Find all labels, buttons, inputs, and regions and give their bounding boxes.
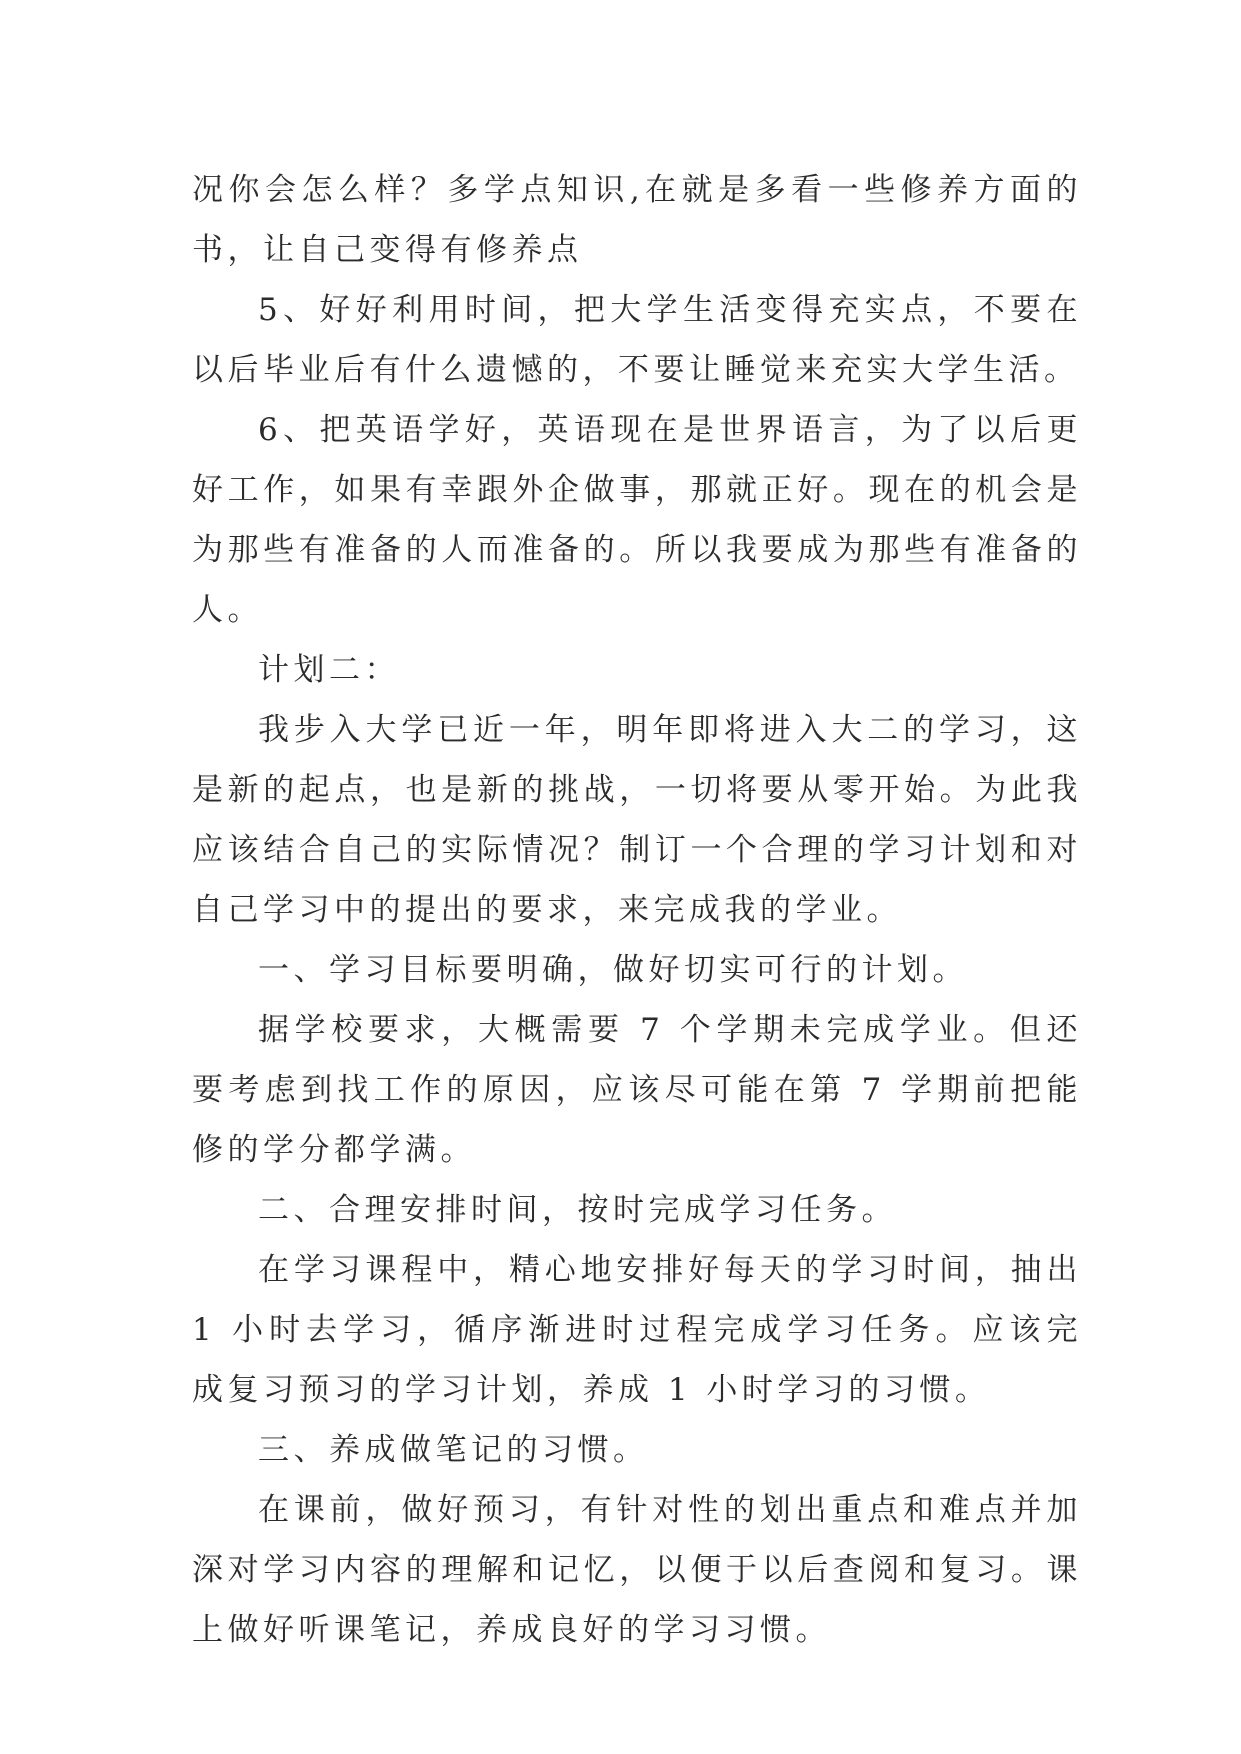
paragraph-7: 据学校要求，大概需要 7 个学期未完成学业。但还要考虑到找工作的原因，应该尽可能在第 7 学期前把能修的学分都学满。 [192, 1012, 1082, 1168]
paragraph-1: 况你会怎么样？多学点知识,在就是多看一些修养方面的书，让自己变得有修养点 [192, 172, 1082, 268]
section-heading-3: 三、养成做笔记的习惯。 [258, 1432, 649, 1468]
document-body [192, 160, 1082, 1660]
paragraph-5: 我步入大学已近一年，明年即将进入大二的学习，这是新的起点，也是新的挑战，一切将要从零开始。为此我应该结合自己的实际情况？制订一个合理的学习计划和对自己学习中的提出的要求，来完成我的学业。 [192, 712, 1082, 928]
paragraph-9: 在学习课程中，精心地安排好每天的学习时间，抽出 1 小时去学习，循序渐进时过程完成学习任务。应该完成复习预习的学习计划，养成 1 小时学习的习惯。 [192, 1252, 1082, 1408]
paragraph-11: 在课前，做好预习，有针对性的划出重点和难点并加深对学习内容的理解和记忆，以便于以后查阅和复习。课上做好听课笔记，养成良好的学习习惯。 [192, 1492, 1082, 1648]
paragraph-2: 5、好好利用时间，把大学生活变得充实点，不要在以后毕业后有什么遗憾的，不要让睡觉来充实大学生活。 [192, 292, 1082, 388]
section-heading-2: 二、合理安排时间，按时完成学习任务。 [258, 1192, 897, 1228]
paragraph-3: 6、把英语学好，英语现在是世界语言，为了以后更好工作，如果有幸跟外企做事，那就正好。现在的机会是为那些有准备的人而准备的。所以我要成为那些有准备的人。 [192, 412, 1082, 628]
section-heading-1: 一、学习目标要明确，做好切实可行的计划。 [258, 952, 968, 988]
plan-two-heading: 计划二： [258, 652, 400, 688]
